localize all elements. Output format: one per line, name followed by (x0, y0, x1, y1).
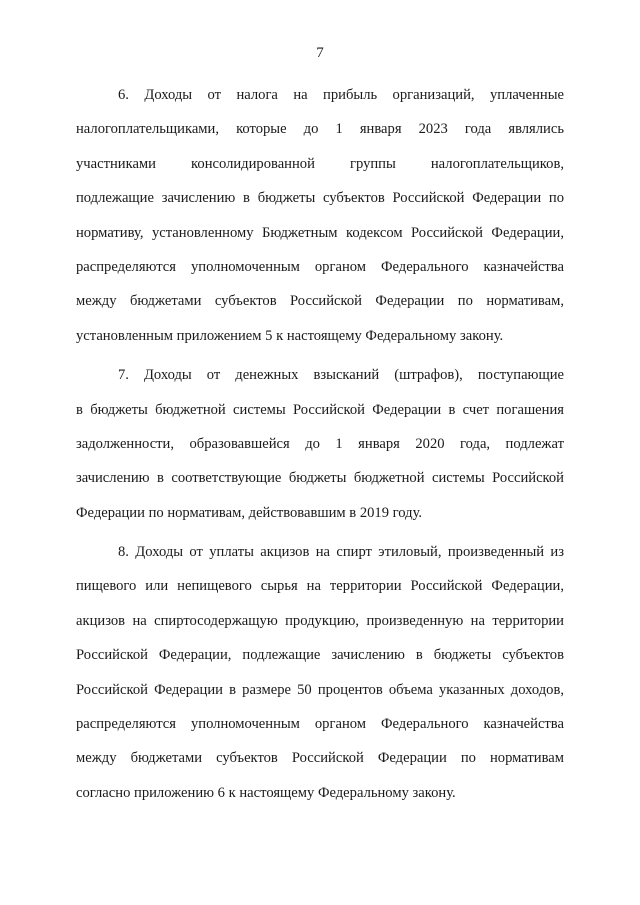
paragraph-line: распределяются уполномоченным органом Федерального казначейства (76, 716, 564, 733)
paragraph-line: Федерации по нормативам, действовавшим в 2019 году. (76, 504, 423, 521)
paragraph-line: подлежащие зачислению в бюджеты субъектов Российской Федерации по (76, 190, 564, 207)
paragraph-line: Российской Федерации, подлежащие зачислению в бюджеты субъектов (76, 647, 564, 664)
paragraph-line: задолженности, образовавшейся до 1 января 2020 года, подлежат (76, 435, 564, 452)
document-body (76, 78, 564, 815)
paragraph-8 (76, 535, 564, 810)
paragraph-line: согласно приложению 6 к настоящему Федеральному закону. (76, 784, 456, 801)
paragraph-line: 7. Доходы от денежных взысканий (штрафов), поступающие (118, 367, 564, 384)
paragraph-line: распределяются уполномоченным органом Федерального казначейства (76, 258, 564, 275)
paragraph-line: между бюджетами субъектов Российской Федерации по нормативам, (76, 293, 564, 310)
paragraph-line: 8. Доходы от уплаты акцизов на спирт этиловый, произведенный из (118, 544, 564, 561)
paragraph-line: установленным приложением 5 к настоящему Федеральному закону. (76, 327, 504, 344)
paragraph-line: пищевого или непищевого сырья на территории Российской Федерации, (76, 578, 564, 595)
paragraph-line: акцизов на спиртосодержащую продукцию, произведенную на территории (76, 612, 564, 629)
page-number: 7 (316, 45, 324, 61)
paragraph-line: в бюджеты бюджетной системы Российской Федерации в счет погашения (76, 401, 564, 418)
paragraph-line: участниками консолидированной группы налогоплательщиков, (76, 155, 564, 172)
paragraph-line: Российской Федерации в размере 50 процентов объема указанных доходов, (76, 681, 564, 698)
paragraph-6 (76, 78, 564, 353)
paragraph-line: между бюджетами субъектов Российской Федерации по нормативам (76, 750, 564, 767)
paragraph-line: налогоплательщиками, которые до 1 января 2023 года являлись (76, 121, 564, 138)
paragraph-line: зачислению в соответствующие бюджеты бюджетной системы Российской (76, 470, 564, 487)
paragraph-line: 6. Доходы от налога на прибыль организаций, уплаченные (118, 87, 564, 103)
paragraph-line: нормативу, установленному Бюджетным кодексом Российской Федерации, (76, 224, 564, 241)
paragraph-7 (76, 358, 564, 530)
